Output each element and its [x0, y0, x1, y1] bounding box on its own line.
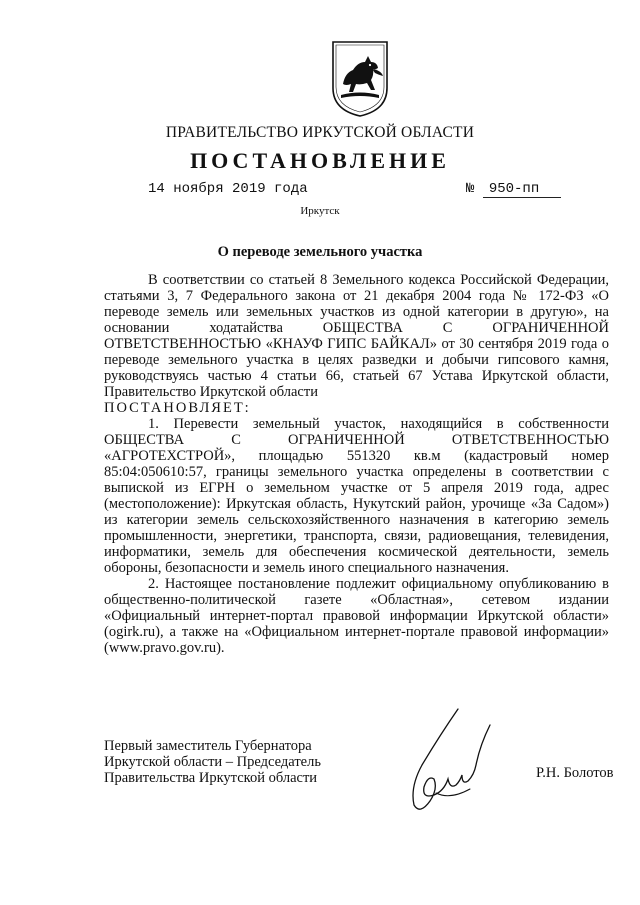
document-subject: О переводе земельного участка [217, 244, 423, 260]
city-name: Иркутск [300, 205, 340, 217]
number-value: 950-пп [483, 182, 561, 198]
organization-name: ПРАВИТЕЛЬСТВО ИРКУТСКОЙ ОБЛАСТИ [165, 124, 475, 141]
clause-1: 1. Перевести земельный участок, находящийся в собственности ОБЩЕСТВА С ОГРАНИЧЕННОЙ ОТВЕТСТВЕННОСТЬЮ «АГРОТЕХСТРОЙ», площадью 551320 кв.м (кадастровый номер 85:04:050610:57, границы земельного участка определены в соответствии с выпиской из ЕГРН о земельном участке от 5 апреля 2019 года, адрес (местоположение): Иркутская область, Нукутский район, урочище «За Садом») из категории земель сельскохозяйственного назначения в категорию земель промышленности, энергетики, транспорта, связи, радиовещания, телевидения, информатики, земель для обеспечения космической деятельности, земель обороны, безопасности и земель иного специального назначения. [104, 416, 609, 576]
document-type-title: ПОСТАНОВЛЕНИЕ [190, 148, 450, 173]
signatory-name: Р.Н. Болотов [536, 765, 614, 781]
number-prefix: № [466, 181, 475, 197]
signatory-line-3: Правительства Иркутской области [104, 770, 318, 786]
document-number [466, 181, 561, 198]
signature-icon [400, 705, 495, 820]
document-body [104, 272, 609, 656]
coat-of-arms-icon [331, 40, 389, 118]
clause-2: 2. Настоящее постановление подлежит официальному опубликованию в общественно-политической газете «Областная», сетевом издании «Официальный интернет-портал правовой информации Иркутской области» (ogirk.ru), а также на «Официальном интернет-портале правовой информации» (www.pravo.gov.ru). [104, 576, 609, 656]
resolves-heading: ПОСТАНОВЛЯЕТ: [104, 400, 251, 416]
signatory-line-1: Первый заместитель Губернатора [104, 738, 312, 754]
signatory-line-2: Иркутской области – Председатель [104, 754, 321, 770]
document-date: 14 ноября 2019 года [148, 181, 308, 197]
signatory-title [104, 738, 321, 786]
preamble-paragraph: В соответствии со статьей 8 Земельного кодекса Российской Федерации, статьями 3, 7 Федерального закона от 21 декабря 2004 года № 172-ФЗ «О переводе земель или земельных участков из одной категории в другую», на основании ходатайства ОБЩЕСТВА С ОГРАНИЧЕННОЙ ОТВЕТСТВЕННОСТЬЮ «КНАУФ ГИПС БАЙКАЛ» от 30 сентября 2019 года о переводе земельного участка в целях разведки и добычи гипсового камня, руководствуясь частью 4 статьи 66, статьей 67 Устава Иркутской области, Правительство Иркутской области [104, 272, 609, 400]
